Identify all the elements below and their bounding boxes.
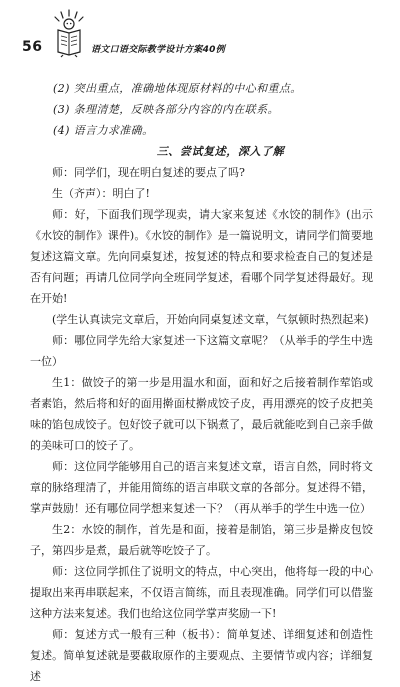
section-heading: 三、尝试复述，深入了解 xyxy=(156,145,285,158)
paragraph: 师：这位同学能够用自己的语言来复述文章，语言自然，同时将文章的脉络理清了，并能用简练的语言串联文章的各部分。复述得不错，掌声鼓励！还有哪位同学想来复述一下？（再从举手的学生中选一位） xyxy=(30,460,373,515)
paragraph: 师：哪位同学先给大家复述一下这篇文章呢？（从举手的学生中选一位） xyxy=(30,334,373,368)
running-title: 语文口语交际教学设计方案40例 xyxy=(91,45,226,55)
paragraph: (学生认真读完文章后，开始向同桌复述文章，气氛顿时热烈起来) xyxy=(52,313,369,326)
paragraph: 生1：做饺子的第一步是用温水和面，面和好之后接着制作荤馅或者素馅，然后将和好的面用擀面杖擀成饺子皮，再用漂亮的饺子皮把美味的馅包成饺子。包好饺子就可以下锅煮了，最后就能吃到自己亲手做的美味可口的饺子了。 xyxy=(30,376,373,452)
paragraph: 师：同学们，现在明白复述的要点了吗? xyxy=(52,166,245,179)
list-item: (2) 突出重点，准确地体现原材料的中心和重点。 xyxy=(53,82,302,95)
page-header xyxy=(22,8,382,68)
paragraph: 师：好，下面我们现学现卖，请大家来复述《水饺的制作》(出示《水饺的制作》课件)。《水饺的制作》是一篇说明文，请同学们简要地复述这篇文章。先向同桌复述，按复述的特点和要求检查自己的复述是否有问题；再请几位同学向全班同学复述，看哪个同学复述得最好。现在开始! xyxy=(30,208,373,305)
paragraph: 师：这位同学抓住了说明文的特点，中心突出，他将每一段的中心提取出来再串联起来，不仅语言简练，而且表现准确。同学们可以借鉴这种方法来复述。我们也给这位同学掌声奖励一下! xyxy=(30,565,373,620)
list-item: (4) 语言力求准确。 xyxy=(53,124,154,137)
paragraph: 生2：水饺的制作，首先是和面，接着是制馅，第三步是擀皮包饺子，第四步是煮，最后就等吃饺子了。 xyxy=(30,523,373,557)
book-mascot-logo xyxy=(49,8,89,58)
paragraph: 师：复述方式一般有三种（板书）：简单复述、详细复述和创造性复述。简单复述就是要截取原作的主要观点、主要情节或内容；详细复述 xyxy=(30,628,373,683)
paragraph: 生（齐声）：明白了! xyxy=(52,187,150,200)
page-body xyxy=(30,78,373,687)
page-number: 56 xyxy=(22,39,43,55)
list-item: (3) 条理清楚，反映各部分内容的内在联系。 xyxy=(53,103,279,116)
